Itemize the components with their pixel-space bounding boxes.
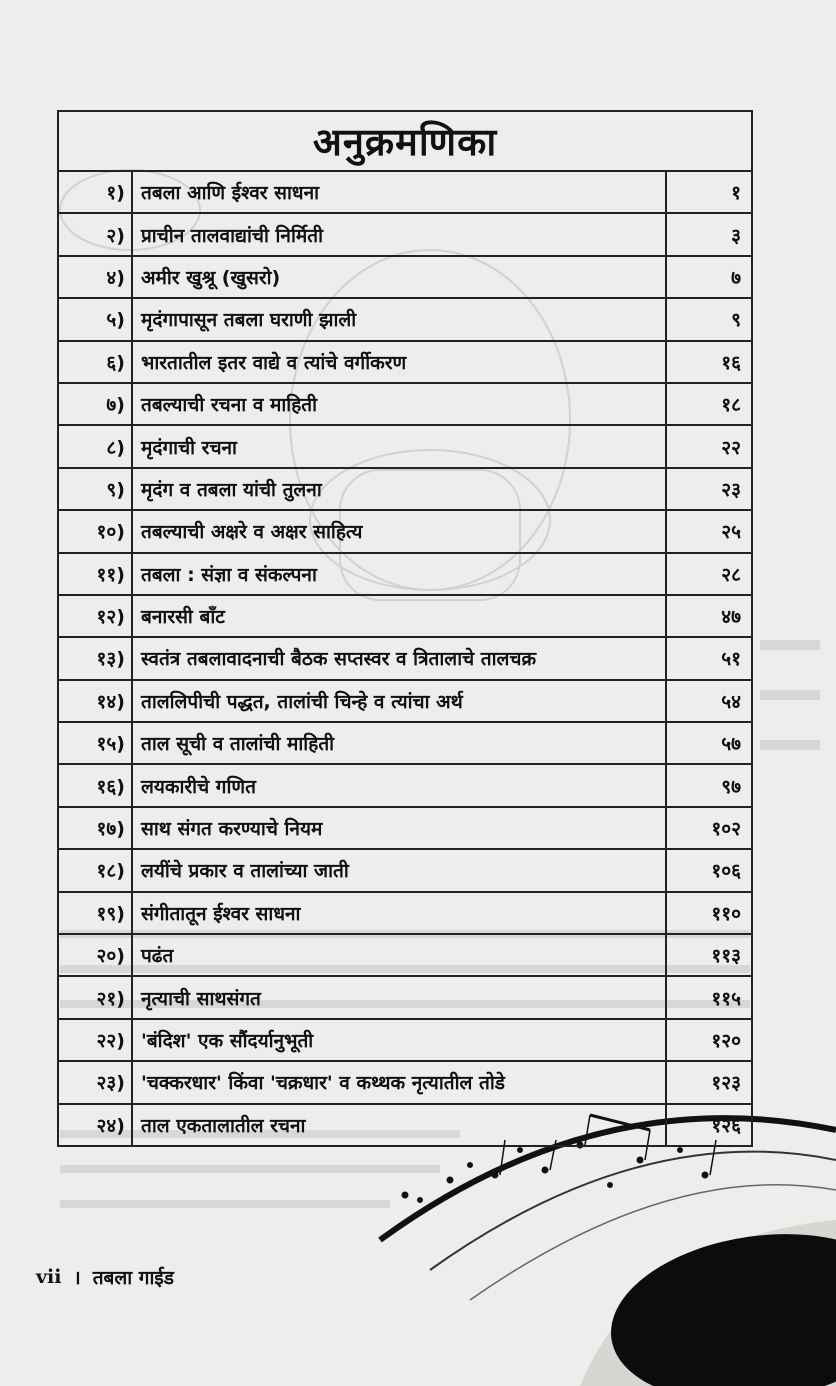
- toc-entry-page: ५७: [721, 733, 741, 756]
- toc-entry-number: १५): [59, 723, 133, 763]
- toc-entry-title: भारतातील इतर वाद्ये व त्यांचे वर्गीकरण: [133, 342, 667, 382]
- toc-row: [59, 893, 751, 935]
- toc-entry-title: बनारसी बाँट: [133, 596, 667, 636]
- toc-entry-page: १: [731, 182, 741, 205]
- toc-entry-title: 'बंदिश' एक सौंदर्यानुभूती: [133, 1020, 667, 1060]
- swoosh-decoration: [380, 1118, 836, 1386]
- toc-row: [59, 426, 751, 468]
- book-title: तबला गाईड: [92, 1267, 174, 1289]
- toc-entry-title: संगीतातून ईश्वर साधना: [133, 893, 667, 933]
- toc-entry-title: 'चक्करधार' किंवा 'चक्रधार' व कथ्थक नृत्यातील तोडे: [133, 1062, 667, 1102]
- toc-row: [59, 214, 751, 256]
- table-of-contents: [57, 110, 753, 1147]
- toc-entry-page: १२३: [711, 1072, 741, 1095]
- toc-entry-number: १४): [59, 681, 133, 721]
- toc-row: [59, 1062, 751, 1104]
- toc-entry-title: ताल एकतालातील रचना: [133, 1105, 667, 1145]
- toc-row: [59, 765, 751, 807]
- toc-row: [59, 638, 751, 680]
- toc-entry-page: ४७: [721, 606, 741, 629]
- page-footer: [36, 1264, 174, 1290]
- toc-row: [59, 977, 751, 1019]
- toc-entry-title: मृदंग व तबला यांची तुलना: [133, 469, 667, 509]
- toc-entry-title: मृदंगाची रचना: [133, 426, 667, 466]
- toc-entry-page: १८: [721, 394, 741, 417]
- toc-entry-title: ताल सूची व तालांची माहिती: [133, 723, 667, 763]
- toc-entry-number: ५): [59, 299, 133, 339]
- toc-entry-title: नृत्याची साथसंगत: [133, 977, 667, 1017]
- toc-entry-number: ८): [59, 426, 133, 466]
- toc-entry-page: ५१: [721, 648, 741, 671]
- toc-rows: [59, 172, 751, 1145]
- toc-row: [59, 850, 751, 892]
- toc-title: अनुक्रमणिका: [59, 112, 751, 172]
- toc-row: [59, 723, 751, 765]
- toc-entry-number: १७): [59, 808, 133, 848]
- toc-entry-number: २): [59, 214, 133, 254]
- toc-entry-number: २३): [59, 1062, 133, 1102]
- toc-row: [59, 299, 751, 341]
- toc-entry-page: ३: [731, 224, 741, 247]
- toc-entry-number: १): [59, 172, 133, 212]
- toc-entry-number: १०): [59, 511, 133, 551]
- toc-entry-page: ११०: [711, 902, 741, 925]
- toc-entry-number: १६): [59, 765, 133, 805]
- toc-entry-title: लयींचे प्रकार व तालांच्या जाती: [133, 850, 667, 890]
- toc-entry-title: लयकारीचे गणित: [133, 765, 667, 805]
- toc-row: [59, 511, 751, 553]
- toc-row: [59, 384, 751, 426]
- toc-entry-page: ९७: [721, 775, 741, 798]
- toc-entry-number: २०): [59, 935, 133, 975]
- toc-entry-title: तबल्याची रचना व माहिती: [133, 384, 667, 424]
- toc-entry-title: ताललिपीची पद्धत, तालांची चिन्हे व त्यांचा अर्थ: [133, 681, 667, 721]
- toc-entry-number: १८): [59, 850, 133, 890]
- toc-entry-page: ७: [731, 266, 741, 289]
- toc-entry-page: ९: [731, 309, 741, 332]
- toc-entry-number: ६): [59, 342, 133, 382]
- toc-entry-title: तबला : संज्ञा व संकल्पना: [133, 554, 667, 594]
- toc-entry-number: १३): [59, 638, 133, 678]
- toc-entry-number: २२): [59, 1020, 133, 1060]
- toc-entry-page: १६: [721, 351, 741, 374]
- toc-row: [59, 1105, 751, 1145]
- toc-row: [59, 935, 751, 977]
- toc-entry-title: तबल्याची अक्षरे व अक्षर साहित्य: [133, 511, 667, 551]
- toc-entry-number: ७): [59, 384, 133, 424]
- toc-entry-title: साथ संगत करण्याचे नियम: [133, 808, 667, 848]
- toc-entry-page: ११३: [711, 945, 741, 968]
- toc-entry-page: २३: [721, 478, 741, 501]
- toc-entry-page: १२६: [711, 1114, 741, 1137]
- toc-entry-number: २४): [59, 1105, 133, 1145]
- toc-entry-title: प्राचीन तालवाद्यांची निर्मिती: [133, 214, 667, 254]
- toc-entry-page: ५४: [721, 690, 741, 713]
- toc-entry-page: १२०: [711, 1030, 741, 1052]
- toc-entry-number: ४): [59, 257, 133, 297]
- toc-entry-page: ११५: [711, 987, 741, 1010]
- toc-entry-title: मृदंगापासून तबला घराणी झाली: [133, 299, 667, 339]
- toc-entry-title: पढंत: [133, 935, 667, 975]
- toc-entry-page: १०२: [711, 818, 741, 841]
- toc-entry-number: ११): [59, 554, 133, 594]
- toc-entry-title: अमीर खुश्रू (खुसरो): [133, 257, 667, 297]
- toc-row: [59, 1020, 751, 1062]
- toc-entry-number: १२): [59, 596, 133, 636]
- toc-entry-title: तबला आणि ईश्वर साधना: [133, 172, 667, 212]
- toc-row: [59, 808, 751, 850]
- toc-row: [59, 257, 751, 299]
- toc-row: [59, 681, 751, 723]
- toc-row: [59, 172, 751, 214]
- toc-entry-page: १०६: [711, 860, 741, 883]
- page-number: vii: [36, 1266, 62, 1288]
- toc-entry-number: ९): [59, 469, 133, 509]
- toc-entry-number: १९): [59, 893, 133, 933]
- toc-row: [59, 596, 751, 638]
- toc-entry-number: २१): [59, 977, 133, 1017]
- toc-row: [59, 342, 751, 384]
- toc-entry-page: २५: [721, 521, 741, 544]
- toc-row: [59, 469, 751, 511]
- toc-entry-page: २८: [721, 563, 741, 586]
- toc-entry-page: २२: [721, 436, 741, 459]
- toc-row: [59, 554, 751, 596]
- toc-entry-title: स्वतंत्र तबलावादनाची बैठक सप्तस्वर व त्रितालाचे तालचक्र: [133, 638, 667, 678]
- footer-separator: ।: [73, 1267, 81, 1289]
